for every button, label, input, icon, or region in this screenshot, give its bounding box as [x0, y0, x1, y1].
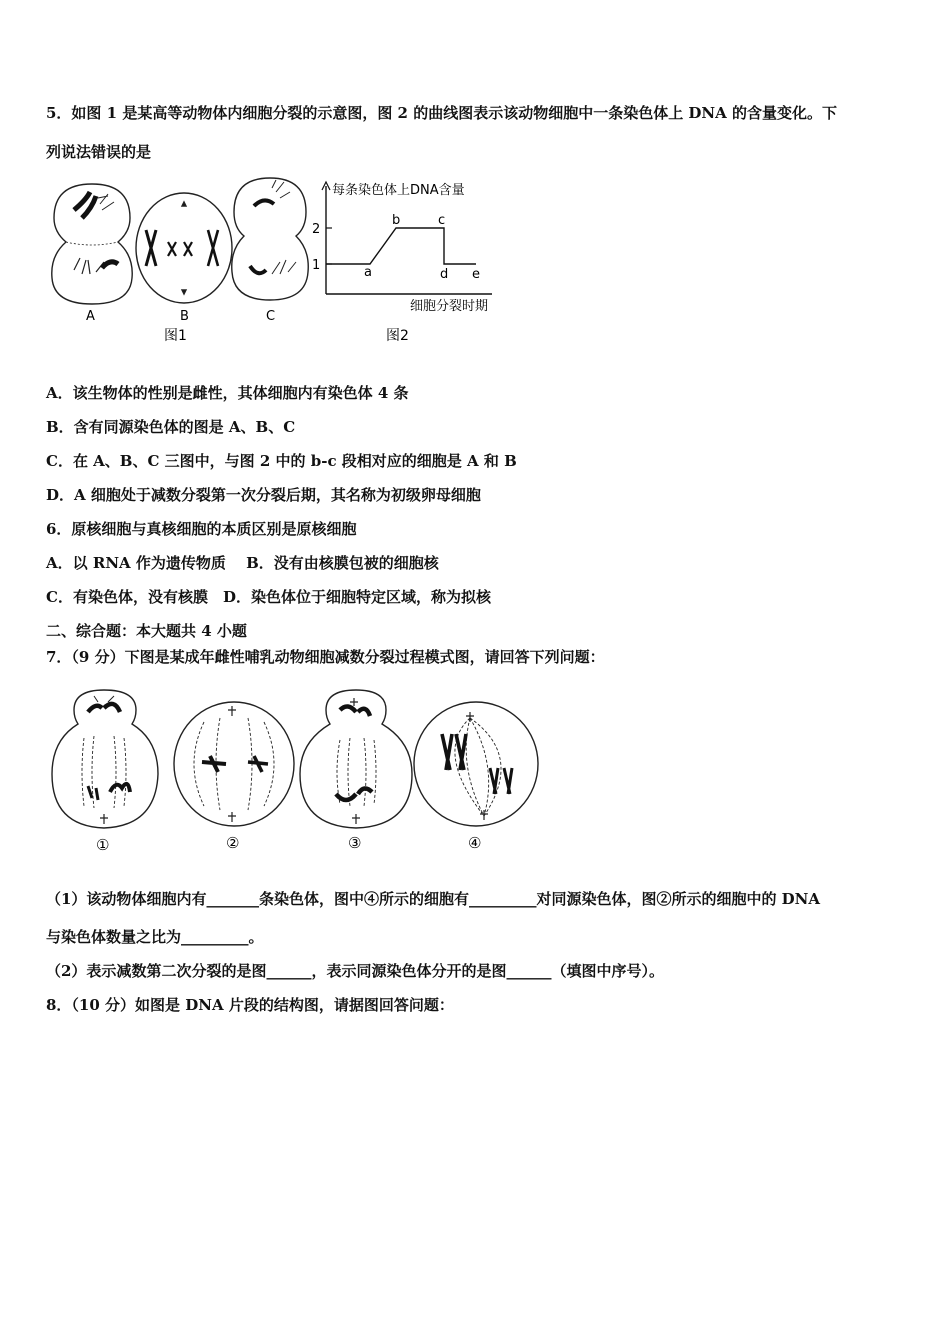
point-label-b: b: [392, 213, 401, 228]
q6-stem: 6．原核细胞与真核细胞的本质区别是原核细胞: [46, 520, 357, 538]
cell-label-a: A: [86, 309, 95, 324]
cell-label-b: B: [180, 309, 189, 324]
q7-stem: 7．（9 分）下图是某成年雌性哺乳动物细胞减数分裂过程模式图，请回答下列问题：: [46, 648, 605, 666]
meiosis-cell-2: [174, 702, 294, 826]
q6-options-cd: C．有染色体，没有核膜 D．染色体位于细胞特定区域，称为拟核: [46, 588, 491, 606]
cell-label-c: C: [266, 309, 276, 324]
point-label-e: e: [472, 267, 480, 282]
fig1-caption: 图1: [164, 328, 187, 344]
meiosis-cell-3: [300, 690, 412, 828]
graph-xlabel: 细胞分裂时期: [410, 299, 489, 314]
point-label-c: c: [438, 213, 446, 228]
meiosis-cell-1: [52, 690, 158, 828]
cell-a: [52, 184, 132, 304]
tick-label-2: 2: [312, 222, 321, 237]
point-label-a: a: [364, 265, 372, 280]
q5-figure: [44, 170, 524, 350]
q8-stem: 8．（10 分）如图是 DNA 片段的结构图，请据图回答问题：: [46, 996, 454, 1014]
q7-sub1-line2: 与染色体数量之比为_________。: [46, 928, 264, 946]
q7-sub2: （2）表示减数第二次分裂的是图______，表示同源染色体分开的是图______（填图中序号）。: [46, 962, 664, 980]
q5-stem-line2: 列说法错误的是: [46, 143, 152, 161]
q5-option-d: D．A 细胞处于减数分裂第一次分裂后期，其名称为初级卵母细胞: [46, 486, 481, 504]
cell-b: [136, 193, 232, 303]
dna-content-graph: [312, 182, 492, 344]
q5-option-b: B．含有同源染色体的图是 A、B、C: [46, 418, 296, 436]
cell-label-4: ④: [468, 834, 482, 852]
cell-label-1: ①: [96, 836, 110, 854]
q6-options-ab: A．以 RNA 作为遗传物质 B．没有由核膜包被的细胞核: [46, 554, 439, 572]
graph-ylabel: 每条染色体上DNA含量: [332, 183, 465, 198]
q5-option-c: C．在 A、B、C 三图中，与图 2 中的 b-c 段相对应的细胞是 A 和 B: [46, 452, 517, 470]
cell-c: [232, 178, 309, 300]
dna-curve: [326, 228, 476, 264]
cell-label-2: ②: [226, 834, 240, 852]
fig2-caption: 图2: [386, 328, 409, 344]
cell-label-3: ③: [348, 834, 362, 852]
q5-stem-line1: 5．如图 1 是某高等动物体内细胞分裂的示意图，图 2 的曲线图表示该动物细胞中一条染色体上 DNA 的含量变化。下: [46, 104, 838, 122]
point-label-d: d: [440, 267, 449, 282]
tick-label-1: 1: [312, 258, 321, 273]
meiosis-cell-4: [414, 702, 538, 826]
q7-figure: [44, 682, 544, 858]
q7-sub1-line1: （1）该动物体细胞内有_______条染色体，图中④所示的细胞有_________对同源染色体，图②所示的细胞中的 DNA: [46, 890, 821, 908]
section2-title: 二、综合题：本大题共 4 小题: [46, 622, 247, 640]
q5-option-a: A．该生物体的性别是雌性，其体细胞内有染色体 4 条: [46, 384, 409, 402]
